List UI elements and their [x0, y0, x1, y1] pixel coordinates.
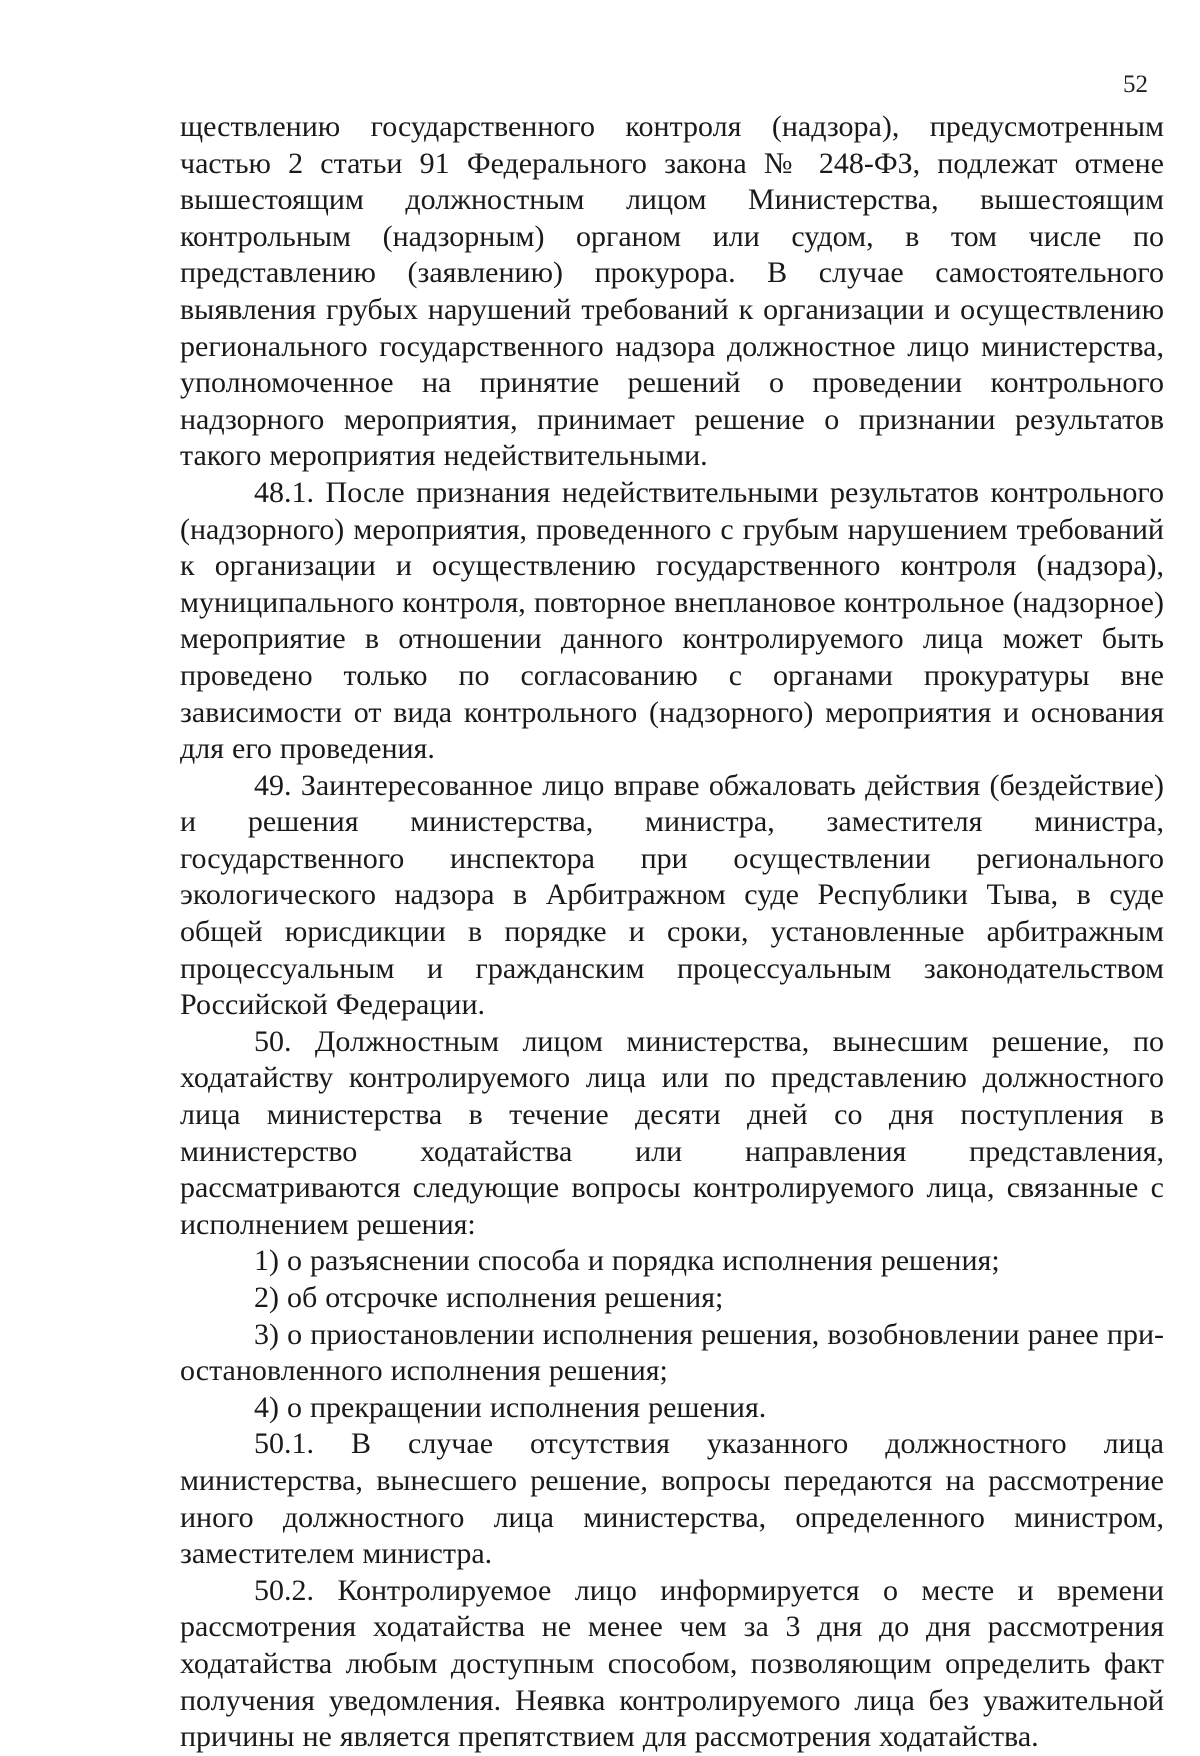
- paragraph-50: 50. Должностным лицом министерства, вынесшим решение, по ходатайству контролируемого лица или по представлению должностного лица министерства в течение десяти дней со дня поступления в министерство ходатайства или направления представления, рассматриваются следующие вопросы контролируемого лица, связанные с исполнением решения:: [180, 1024, 1164, 1241]
- paragraph-continuation: ществлению государственного контроля (надзора), предусмотренным частью 2 статьи 91 Федерального закона № 248-ФЗ, подлежат отмене вышестоящим должностным лицом Министерства, вышестоящим контрольным (надзорным) органом или судом, в том числе по представлению (заявлению) прокурора. В случае самостоятельного выявления грубых нарушений требований к организации и осуществлению регионального государственного надзора должностное лицо министерства, уполномоченное на принятие решений о проведении контрольного надзорного мероприятия, принимает решение о признании результатов такого мероприятия недействительными.: [180, 110, 1164, 473]
- list-item-4: 4) о прекращении исполнения решения.: [254, 1390, 767, 1424]
- page-number: 52: [1123, 71, 1148, 98]
- paragraph-48-1: 48.1. После признания недействительными результатов контрольного (надзорного) мероприятия, проведенного с грубым нарушением требований к организации и осуществлению государственного контроля (надзора), муниципального контроля, повторное внеплановое контрольное (надзорное) мероприятие в отношении данного контролируемого лица может быть проведено только по согласованию с органами прокуратуры вне зависимости от вида контрольного (надзорного) мероприятия и основания для его проведения.: [180, 475, 1164, 766]
- list-item-2: 2) об отсрочке исполнения решения;: [254, 1281, 724, 1314]
- document-body: [180, 109, 1164, 1756]
- paragraph-50-2: 50.2. Контролируемое лицо информируется о месте и времени рассмотрения ходатайства не менее чем за 3 дня до дня рассмотрения ходатайства любым доступным способом, позволяющим определить факт получения уведомления. Неявка контролируемого лица без уважительной причины не является препятствием для рассмотрения ходатайства.: [180, 1573, 1164, 1754]
- paragraph-49: 49. Заинтересованное лицо вправе обжаловать действия (бездействие) и решения министерства, министра, заместителя министра, государственного инспектора при осуществлении регионального экологического надзора в Арбитражном суде Республики Тыва, в суде общей юрисдикции в порядке и сроки, установленные арбитражным процессуальным и гражданским процессуальным законодательством Российской Федерации.: [180, 768, 1164, 1022]
- list-item-3: 3) о приостановлении исполнения решения, возобновлении ранее приостановленного исполнения решения;: [180, 1317, 1164, 1388]
- list-item-1: 1) о разъяснении способа и порядка исполнения решения;: [254, 1244, 1000, 1278]
- paragraph-50-1: 50.1. В случае отсутствия указанного должностного лица министерства, вынесшего решение, вопросы передаются на рассмотрение иного должностного лица министерства, определенного министром, заместителем министра.: [180, 1427, 1164, 1571]
